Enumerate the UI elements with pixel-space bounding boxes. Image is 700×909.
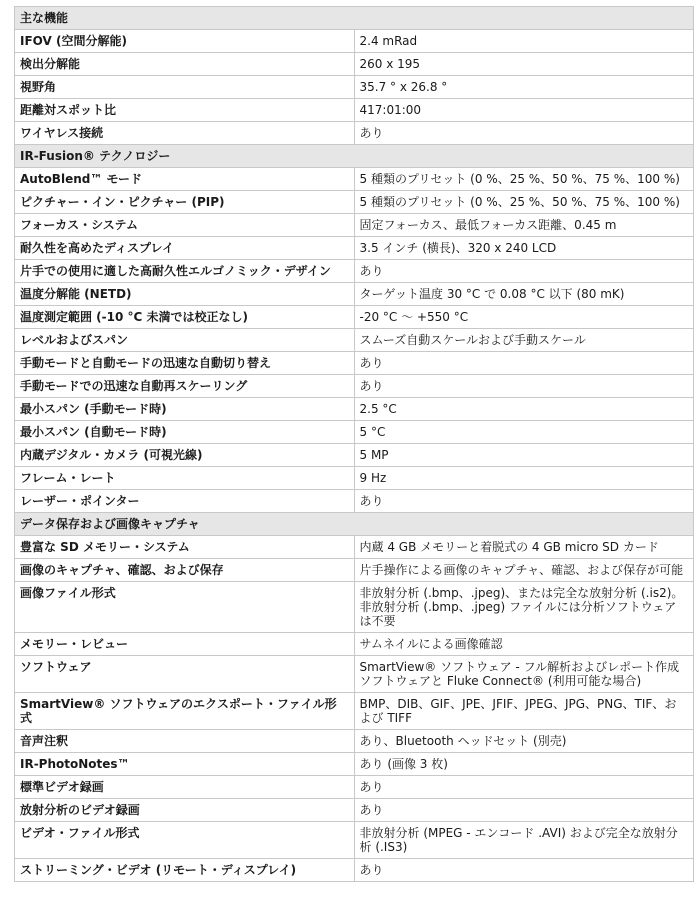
- spec-value-line: あり: [359, 264, 384, 278]
- spec-value-line: あり、Bluetooth ヘッドセット (別売): [359, 734, 567, 748]
- spec-value: [354, 99, 694, 122]
- spec-value-line: 内蔵 4 GB メモリーと着脱式の 4 GB micro SD カード: [359, 540, 659, 554]
- spec-value: [354, 260, 694, 283]
- section-title: データ保存および画像キャプチャ: [15, 513, 694, 536]
- spec-row: [15, 799, 694, 822]
- spec-value: [354, 398, 694, 421]
- spec-value: [354, 76, 694, 99]
- spec-label: レーザー・ポインター: [15, 490, 355, 513]
- spec-row: [15, 99, 694, 122]
- spec-label: 温度分解能 (NETD): [15, 283, 355, 306]
- spec-value-line: 417:01:00: [359, 103, 422, 117]
- spec-label: IFOV (空間分解能): [15, 30, 355, 53]
- spec-value: [354, 306, 694, 329]
- spec-row: [15, 776, 694, 799]
- spec-value: [354, 352, 694, 375]
- spec-row: [15, 398, 694, 421]
- spec-value-line: あり: [359, 803, 384, 817]
- spec-value: [354, 329, 694, 352]
- spec-value-line: 2.4 mRad: [359, 34, 418, 48]
- spec-row: [15, 730, 694, 753]
- section-header-row: [15, 145, 694, 168]
- spec-label: フレーム・レート: [15, 467, 355, 490]
- spec-value: [354, 490, 694, 513]
- spec-row: [15, 633, 694, 656]
- spec-value-line: サムネイルによる画像確認: [359, 637, 503, 651]
- spec-row: [15, 822, 694, 859]
- spec-label: 手動モードでの迅速な自動再スケーリング: [15, 375, 355, 398]
- spec-label: ワイヤレス接続: [15, 122, 355, 145]
- spec-label: 手動モードと自動モードの迅速な自動切り替え: [15, 352, 355, 375]
- spec-row: [15, 693, 694, 730]
- spec-value-line: 260 x 195: [359, 57, 421, 71]
- spec-label: 距離対スポット比: [15, 99, 355, 122]
- spec-label: 画像のキャプチャ、確認、および保存: [15, 559, 355, 582]
- spec-label: 標準ビデオ録画: [15, 776, 355, 799]
- spec-row: [15, 191, 694, 214]
- spec-row: [15, 76, 694, 99]
- spec-label: 放射分析のビデオ録画: [15, 799, 355, 822]
- spec-value: [354, 30, 694, 53]
- spec-value: [354, 776, 694, 799]
- spec-value: [354, 656, 694, 693]
- spec-row: [15, 122, 694, 145]
- spec-label: 画像ファイル形式: [15, 582, 355, 633]
- spec-value: [354, 753, 694, 776]
- spec-label: ソフトウェア: [15, 656, 355, 693]
- spec-table: [14, 6, 694, 882]
- spec-row: [15, 168, 694, 191]
- spec-row: [15, 329, 694, 352]
- spec-label: 耐久性を高めたディスプレイ: [15, 237, 355, 260]
- spec-value-line: あり: [359, 126, 384, 140]
- spec-row: [15, 859, 694, 882]
- spec-value: [354, 859, 694, 882]
- spec-label: IR-PhotoNotes™: [15, 753, 355, 776]
- spec-value-line: 5 種類のプリセット (0 %、25 %、50 %、75 %、100 %): [359, 195, 680, 209]
- spec-label: AutoBlend™ モード: [15, 168, 355, 191]
- spec-row: [15, 260, 694, 283]
- spec-value: [354, 375, 694, 398]
- spec-value-line: ターゲット温度 30 °C で 0.08 °C 以下 (80 mK): [359, 287, 625, 301]
- spec-label: ストリーミング・ビデオ (リモート・ディスプレイ): [15, 859, 355, 882]
- spec-value: [354, 730, 694, 753]
- spec-value: [354, 53, 694, 76]
- spec-value-line: 非放射分析 (.bmp、.jpeg) ファイルには分析ソフトウェアは不要: [359, 600, 677, 628]
- spec-row: [15, 237, 694, 260]
- spec-value: [354, 467, 694, 490]
- spec-value-line: 35.7 ° x 26.8 °: [359, 80, 448, 94]
- section-header-row: [15, 513, 694, 536]
- spec-row: [15, 375, 694, 398]
- spec-table-body: [15, 7, 694, 882]
- spec-value-line: 3.5 インチ (横長)、320 x 240 LCD: [359, 241, 557, 255]
- spec-label: ビデオ・ファイル形式: [15, 822, 355, 859]
- spec-row: [15, 283, 694, 306]
- spec-value: [354, 168, 694, 191]
- spec-label: 検出分解能: [15, 53, 355, 76]
- section-header-row: [15, 7, 694, 30]
- spec-value-line: 固定フォーカス、最低フォーカス距離、0.45 m: [359, 218, 617, 232]
- spec-label: メモリー・レビュー: [15, 633, 355, 656]
- spec-value: [354, 822, 694, 859]
- spec-label: 最小スパン (手動モード時): [15, 398, 355, 421]
- spec-value-line: 9 Hz: [359, 471, 387, 485]
- spec-value: [354, 191, 694, 214]
- spec-value: [354, 283, 694, 306]
- spec-label: フォーカス・システム: [15, 214, 355, 237]
- spec-value-line: BMP、DIB、GIF、JPE、JFIF、JPEG、JPG、PNG、TIF、および TIFF: [359, 697, 677, 725]
- spec-value-line: 非放射分析 (.bmp、.jpeg)、または完全な放射分析 (.is2)。: [359, 586, 684, 600]
- spec-value-line: 5 種類のプリセット (0 %、25 %、50 %、75 %、100 %): [359, 172, 680, 186]
- spec-label: 最小スパン (自動モード時): [15, 421, 355, 444]
- spec-row: [15, 582, 694, 633]
- spec-label: 内蔵デジタル・カメラ (可視光線): [15, 444, 355, 467]
- spec-value: [354, 421, 694, 444]
- spec-value-line: スムーズ自動スケールおよび手動スケール: [359, 333, 586, 347]
- spec-value-line: 片手操作による画像のキャプチャ、確認、および保存が可能: [359, 563, 684, 577]
- spec-value: [354, 444, 694, 467]
- spec-row: [15, 30, 694, 53]
- spec-row: [15, 490, 694, 513]
- spec-label: 豊富な SD メモリー・システム: [15, 536, 355, 559]
- spec-value: [354, 693, 694, 730]
- spec-value-line: あり: [359, 356, 384, 370]
- spec-label: 温度測定範囲 (-10 °C 未満では校正なし): [15, 306, 355, 329]
- spec-value: [354, 559, 694, 582]
- spec-value: [354, 633, 694, 656]
- spec-label: ピクチャー・イン・ピクチャー (PIP): [15, 191, 355, 214]
- spec-value-line: 5 MP: [359, 448, 389, 462]
- section-title: 主な機能: [15, 7, 694, 30]
- spec-label: 音声注釈: [15, 730, 355, 753]
- spec-value: [354, 214, 694, 237]
- spec-row: [15, 467, 694, 490]
- spec-value: [354, 582, 694, 633]
- spec-value: [354, 536, 694, 559]
- spec-value-line: 2.5 °C: [359, 402, 397, 416]
- spec-value: [354, 799, 694, 822]
- spec-label: レベルおよびスパン: [15, 329, 355, 352]
- section-title: IR-Fusion® テクノロジー: [15, 145, 694, 168]
- spec-value-line: あり (画像 3 枚): [359, 757, 448, 771]
- spec-row: [15, 352, 694, 375]
- spec-value-line: SmartView® ソフトウェア - フル解析およびレポート作成ソフトウェアと Fluke Connect® (利用可能な場合): [359, 660, 680, 688]
- spec-value-line: あり: [359, 863, 384, 877]
- spec-value: [354, 122, 694, 145]
- spec-value-line: あり: [359, 780, 384, 794]
- spec-row: [15, 306, 694, 329]
- spec-value-line: 非放射分析 (MPEG - エンコード .AVI) および完全な放射分析 (.IS3): [359, 826, 678, 854]
- spec-value: [354, 237, 694, 260]
- spec-row: [15, 536, 694, 559]
- spec-value-line: あり: [359, 379, 384, 393]
- spec-value-line: 5 °C: [359, 425, 386, 439]
- spec-row: [15, 421, 694, 444]
- spec-row: [15, 656, 694, 693]
- spec-label: SmartView® ソフトウェアのエクスポート・ファイル形式: [15, 693, 355, 730]
- spec-row: [15, 53, 694, 76]
- spec-row: [15, 214, 694, 237]
- spec-value-line: あり: [359, 494, 384, 508]
- spec-table-container: [14, 6, 694, 882]
- spec-row: [15, 444, 694, 467]
- spec-label: 視野角: [15, 76, 355, 99]
- spec-row: [15, 753, 694, 776]
- spec-value-line: -20 °C ～ +550 °C: [359, 310, 469, 324]
- spec-label: 片手での使用に適した高耐久性エルゴノミック・デザイン: [15, 260, 355, 283]
- spec-row: [15, 559, 694, 582]
